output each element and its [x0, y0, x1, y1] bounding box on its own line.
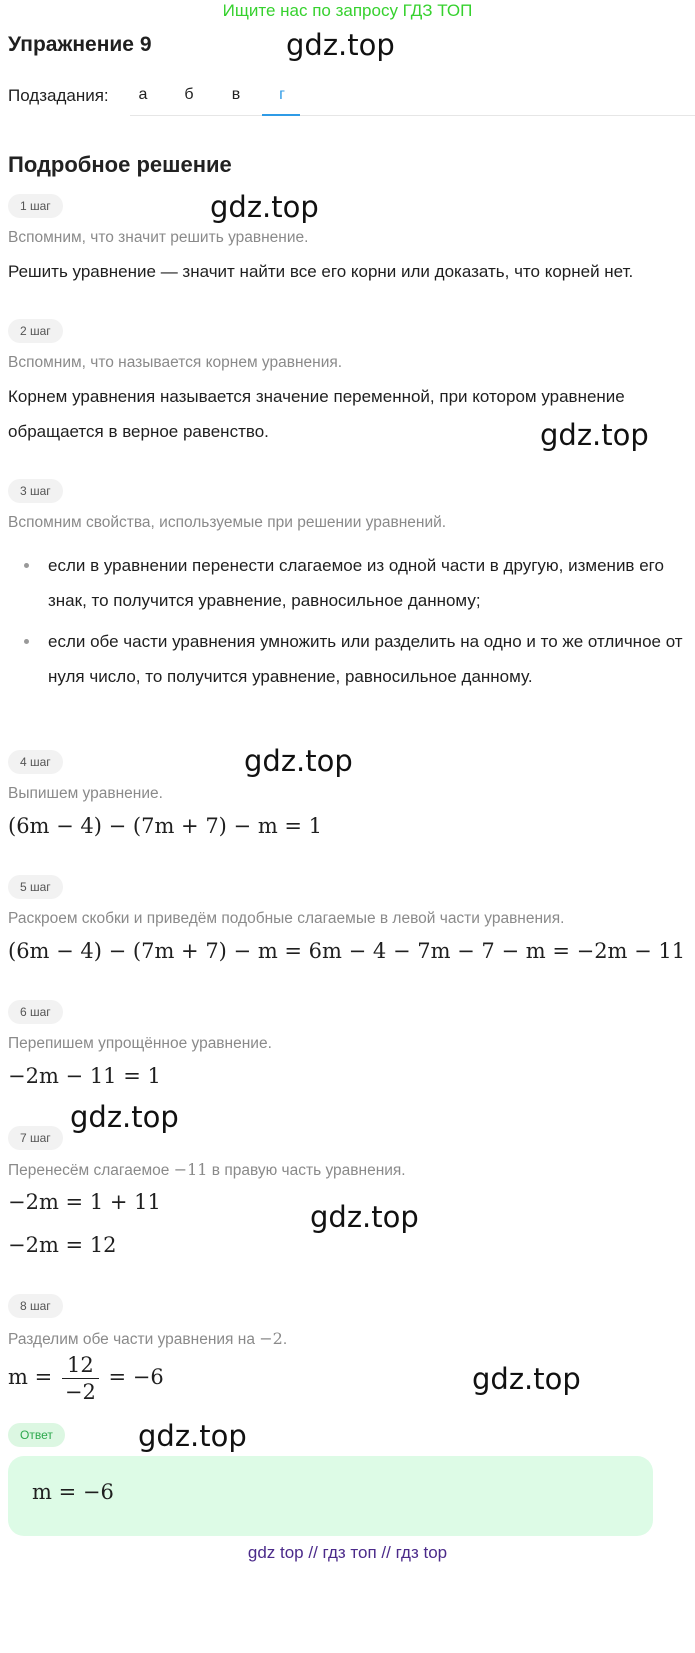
answer-equation: m = −6	[32, 1480, 114, 1504]
hint-text: в правую часть уравнения.	[211, 1162, 406, 1179]
subtasks-label: Подзадания:	[8, 86, 109, 105]
equation	[8, 1352, 164, 1405]
bullet-dot	[24, 563, 29, 568]
fraction-numerator: 12	[62, 1352, 99, 1379]
tab-b[interactable]: б	[184, 86, 194, 103]
footer-separator: //	[308, 1543, 318, 1562]
page-title: Упражнение 9	[8, 33, 152, 56]
section-title: Подробное решение	[8, 152, 232, 177]
step-hint: Раскроем скобки и приведём подобные слагаемые в левой части уравнения.	[8, 910, 565, 927]
step-badge: 3 шаг	[8, 479, 63, 503]
hint-text: .	[282, 1331, 288, 1348]
search-banner: Ищите нас по запросу ГДЗ ТОП	[222, 1, 473, 20]
tab-a[interactable]: а	[138, 86, 148, 103]
watermark: gdz.top	[310, 1200, 419, 1234]
step-hint: Выпишем уравнение.	[8, 785, 163, 802]
step-badge: 8 шаг	[8, 1294, 63, 1318]
fraction	[62, 1352, 99, 1405]
equation: −2m − 11 = 1	[8, 1064, 161, 1088]
footer-separator: //	[381, 1543, 391, 1562]
equation-lhs: m =	[8, 1365, 53, 1389]
footer-link[interactable]: гдз top	[395, 1543, 448, 1562]
list-item-text: если обе части уравнения умножить или разделить на одно и то же отличное от нуля число, то получится уравнение, равносильное данному.	[48, 632, 683, 686]
watermark: gdz.top	[210, 190, 319, 224]
inline-math: −2	[259, 1329, 283, 1348]
step-badge: 2 шаг	[8, 319, 63, 343]
step-hint: Вспомним, что значит решить уравнение.	[8, 229, 309, 246]
step-hint: Перепишем упрощённое уравнение.	[8, 1035, 272, 1052]
step-badge: 5 шаг	[8, 875, 63, 899]
list-item-text: если в уравнении перенести слагаемое из одной части в другую, изменив его знак, то получится уравнение, равносильное данному;	[48, 556, 664, 610]
hint-text: Перенесём слагаемое	[8, 1162, 170, 1179]
equation: −2m = 1 + 11	[8, 1190, 161, 1214]
subtask-tabs	[130, 76, 695, 116]
list-item	[24, 548, 684, 618]
step-hint	[8, 1329, 287, 1349]
step-badge: 7 шаг	[8, 1126, 63, 1150]
step-hint	[8, 1160, 406, 1180]
footer-link[interactable]: гдз топ	[322, 1543, 377, 1562]
equation: (6m − 4) − (7m + 7) − m = 1	[8, 814, 323, 838]
answer-badge: Ответ	[8, 1423, 65, 1447]
step-hint: Вспомним, что называется корнем уравнения.	[8, 354, 343, 371]
watermark: gdz.top	[244, 744, 353, 778]
bullet-dot	[24, 639, 29, 644]
tab-g[interactable]: г	[279, 86, 285, 103]
equation-rhs: = −6	[108, 1365, 164, 1389]
step-text: Корнем уравнения называется значение переменной, при котором уравнение обращается в верное равенство.	[8, 387, 625, 441]
step-badge: 1 шаг	[8, 194, 63, 218]
tab-v[interactable]: в	[231, 86, 241, 103]
hint-text: Разделим обе части уравнения на	[8, 1331, 255, 1348]
footer-links	[0, 1543, 695, 1563]
watermark: gdz.top	[138, 1419, 247, 1453]
step-badge: 4 шаг	[8, 750, 63, 774]
step-text: Решить уравнение — значит найти все его корни или доказать, что корней нет.	[8, 262, 634, 281]
watermark: gdz.top	[70, 1100, 179, 1134]
watermark: gdz.top	[540, 418, 649, 452]
equation: −2m = 12	[8, 1233, 117, 1257]
fraction-denominator: −2	[64, 1380, 96, 1404]
list-item	[24, 624, 684, 694]
inline-math: −11	[173, 1160, 208, 1179]
watermark: gdz.top	[286, 28, 395, 62]
active-tab-underline	[262, 114, 300, 116]
footer-link[interactable]: gdz top	[247, 1543, 304, 1562]
step-hint: Вспомним свойства, используемые при решении уравнений.	[8, 514, 447, 531]
answer-box	[8, 1456, 653, 1536]
equation: (6m − 4) − (7m + 7) − m = 6m − 4 − 7m − 7 − m = −2m − 11	[8, 939, 686, 963]
step-badge: 6 шаг	[8, 1000, 63, 1024]
watermark: gdz.top	[472, 1362, 581, 1396]
